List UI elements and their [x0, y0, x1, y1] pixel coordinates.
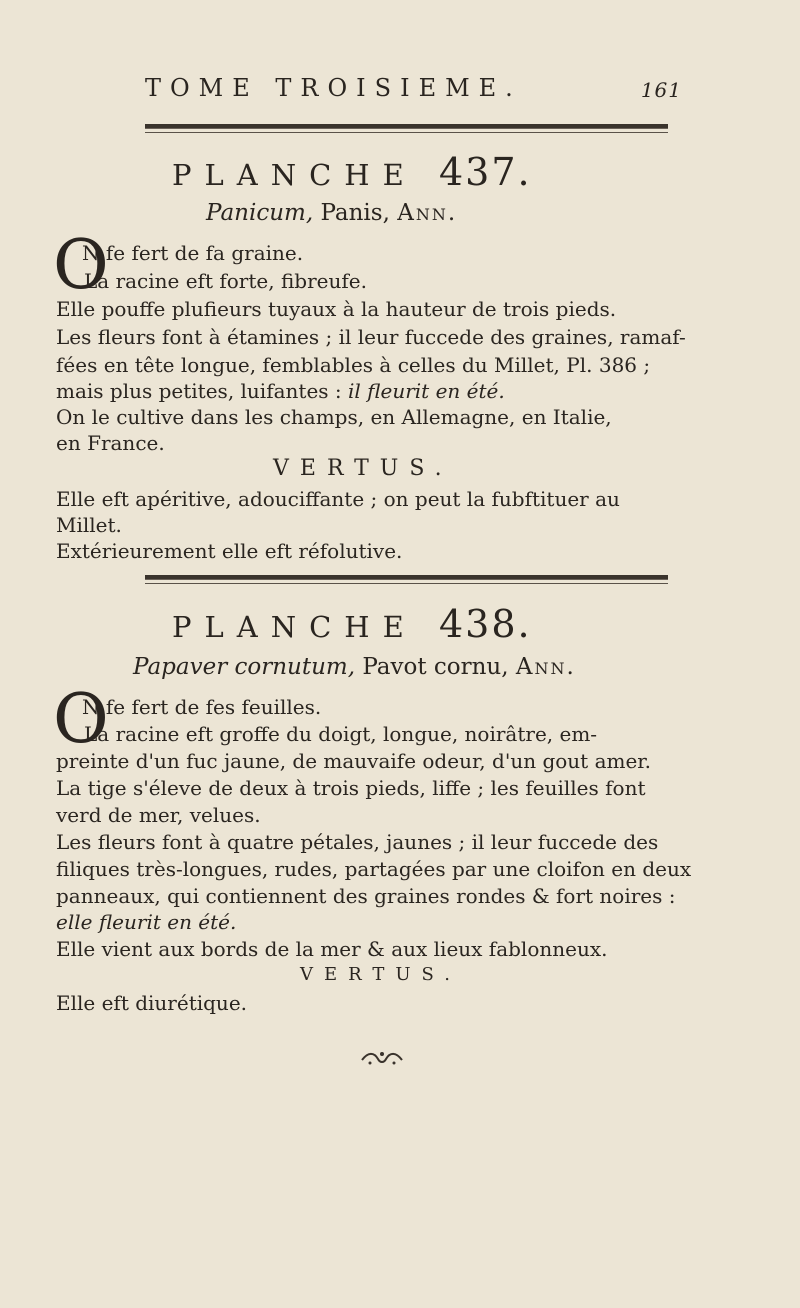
french-name: Panis, [313, 200, 398, 226]
french-name: Pavot cornu, [355, 654, 516, 680]
text-line: Elle vient aux bords de la mer & aux lieux fablonneux. [56, 937, 608, 961]
plate-number: 437. [438, 150, 532, 194]
text-line: verd de mer, velues. [56, 803, 261, 827]
text-line [56, 909, 236, 935]
plate-438-dropcap: O [53, 680, 109, 759]
plate-438-heading [172, 602, 532, 646]
header-rule [145, 124, 668, 129]
text-line: Elle eft diurétique. [56, 991, 248, 1015]
text-line: Les fleurs font à étamines ; il leur fuccede des graines, ramaf- [56, 325, 686, 349]
plate-438-virtues-heading: VERTUS. [300, 964, 461, 985]
plate-heading-label: PLANCHE [172, 610, 417, 644]
plate-heading-label: PLANCHE [172, 158, 417, 192]
text-line: en France. [56, 431, 165, 455]
latin-name: Panicum, [206, 200, 314, 226]
text-line: Extérieurement elle eft réfolutive. [56, 539, 403, 563]
annual-abbr: Ann. [515, 654, 576, 680]
page-number: 161 [640, 78, 682, 102]
plate-437-plant-name [206, 200, 457, 226]
text-line: Elle eft apéritive, adouciffante ; on peut la fubftituer au [56, 487, 620, 511]
text-line: preinte d'un fuc jaune, de mauvaife odeur, d'un gout amer. [56, 749, 652, 773]
text-line: La tige s'éleve de deux à trois pieds, liffe ; les feuilles font [56, 776, 646, 800]
plate-437-heading [172, 150, 532, 194]
section-rule [145, 575, 668, 580]
running-title: TOME TROISIEME. [145, 74, 522, 102]
text-line: N fe fert de fa graine. [82, 241, 304, 265]
text-line: filiques très-longues, rudes, partagées par une cloifon en deux [56, 857, 692, 881]
text-line: La racine eft groffe du doigt, longue, noirâtre, em- [84, 722, 598, 746]
italic-phrase: il fleurit en été. [348, 379, 505, 403]
italic-line: elle fleurit en été. [56, 910, 237, 934]
text-line: Millet. [56, 513, 122, 537]
page-header [145, 74, 690, 114]
text-line: La racine eft forte, fibreufe. [84, 269, 367, 293]
text-line: fées en tête longue, femblables à celles du Millet, Pl. 386 ; [56, 353, 651, 377]
plate-438-plant-name [133, 654, 576, 680]
text-line: Les fleurs font à quatre pétales, jaunes ; il leur fuccede des [56, 830, 659, 854]
tailpiece-ornament-icon [360, 1048, 404, 1070]
plate-437-virtues-heading: VERTUS. [273, 456, 453, 481]
text-line: Elle pouffe plufieurs tuyaux à la hauteur de trois pieds. [56, 297, 617, 321]
text-segment: mais plus petites, luifantes : [56, 379, 349, 403]
plate-number: 438. [438, 602, 532, 646]
text-line: N fe fert de fes feuilles. [82, 695, 322, 719]
text-line [56, 378, 505, 404]
latin-name: Papaver cornutum, [133, 654, 356, 680]
text-line: panneaux, qui contiennent des graines rondes & fort noires : [56, 884, 676, 908]
text-line: On le cultive dans les champs, en Allemagne, en Italie, [56, 405, 612, 429]
plate-437-dropcap: O [53, 226, 109, 305]
annual-abbr: Ann. [397, 200, 458, 226]
